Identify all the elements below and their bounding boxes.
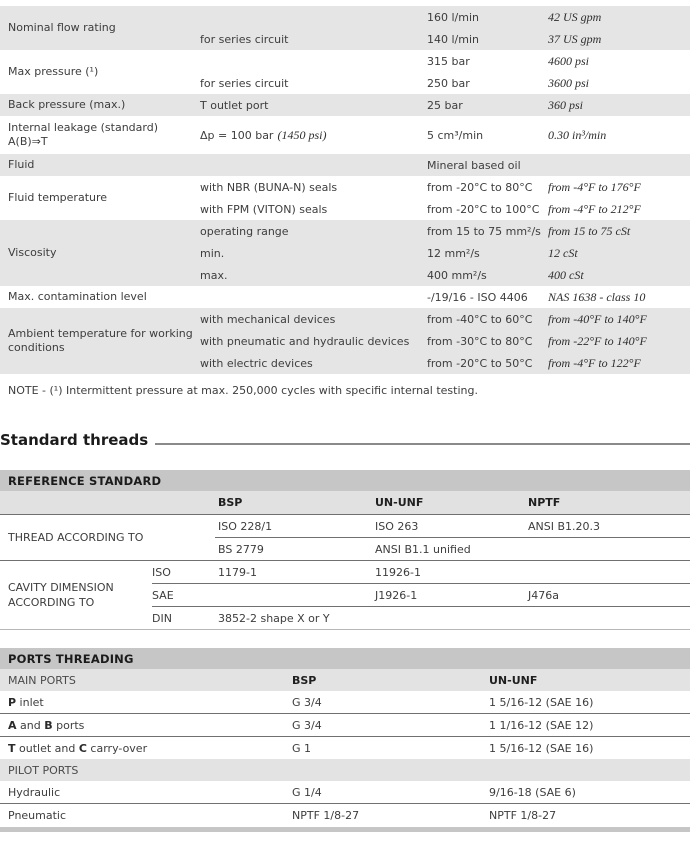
spec-group — [0, 116, 690, 154]
spec-row — [200, 94, 690, 116]
condition-text: for series circuit — [200, 32, 289, 46]
spec-row — [200, 308, 690, 330]
condition-text: with mechanical devices — [200, 312, 336, 326]
reference-standard-subheader — [0, 491, 690, 515]
spec-group-label — [0, 94, 200, 116]
port-label-segment: inlet — [16, 695, 44, 709]
spec-cell-metric: 12 mm²/s — [427, 246, 480, 260]
condition-text: with NBR (BUNA-N) seals — [200, 180, 338, 194]
port-label-segment: carry-over — [86, 741, 148, 755]
reference-standard-table — [0, 470, 690, 630]
spec-cell-imperial: 3600 psi — [548, 75, 590, 90]
port-cell-un-unf: NPTF 1/8-27 — [489, 808, 557, 822]
spec-group — [0, 6, 690, 50]
spec-group — [0, 94, 690, 116]
spec-group — [0, 308, 690, 374]
spec-cell-metric: from 15 to 75 mm²/s — [427, 224, 541, 238]
ports-threading-table — [0, 648, 690, 826]
column-header-un-unf: UN-UNF — [375, 496, 424, 509]
condition-text: min. — [200, 246, 225, 260]
spec-row — [200, 286, 690, 308]
spec-group-label — [0, 6, 200, 50]
spec-group-label — [0, 176, 200, 220]
spec-cell-imperial: from -4°F to 122°F — [548, 355, 641, 370]
condition-text: T outlet port — [200, 98, 269, 112]
spec-row — [200, 154, 690, 176]
spec-table — [0, 6, 690, 374]
spec-cell-condition — [200, 357, 427, 370]
port-row — [0, 736, 690, 759]
reference-section-label — [0, 515, 215, 560]
spec-group-label-text: Viscosity — [8, 246, 57, 259]
spec-group-label — [0, 220, 200, 286]
port-cell-bsp: NPTF 1/8-27 — [292, 808, 360, 822]
ports-group-header-label: MAIN PORTS — [8, 673, 76, 687]
port-cell-bsp: G 3/4 — [292, 695, 322, 709]
spec-cell-condition — [200, 77, 427, 90]
spec-cell-condition — [200, 269, 427, 282]
spec-cell-metric: 400 mm²/s — [427, 268, 487, 282]
spec-cell-imperial: 37 US gpm — [548, 31, 602, 46]
port-cell-bsp: G 1/4 — [292, 785, 322, 799]
port-label-segment: P — [8, 695, 17, 709]
port-cell-un-unf: 1 5/16-12 (SAE 16) — [489, 741, 594, 755]
spec-cell-metric: from -20°C to 80°C — [427, 180, 533, 194]
spec-group — [0, 176, 690, 220]
spec-cell-metric: from -40°C to 60°C — [427, 312, 533, 326]
spec-group-label-text: Max. contamination level — [8, 290, 147, 303]
partial-next-section-bar — [0, 827, 690, 832]
port-cell-un-unf: 1 1/16-12 (SAE 12) — [489, 718, 594, 732]
spec-group-label-text: Fluid temperature — [8, 191, 108, 204]
reference-section-label-text: THREAD ACCORDING TO — [8, 531, 144, 544]
spec-cell-imperial: 360 psi — [548, 97, 584, 112]
reference-section-rows — [215, 515, 690, 560]
spec-group-rows — [200, 176, 690, 220]
reference-row — [152, 561, 690, 583]
condition-text: Δp = 100 bar — [200, 128, 274, 142]
spec-group-rows — [200, 220, 690, 286]
spec-group — [0, 154, 690, 176]
spec-cell-condition — [200, 33, 427, 46]
port-label-segment: outlet and — [15, 741, 79, 755]
spec-cell-condition — [200, 313, 427, 326]
spec-cell-metric: Mineral based oil — [427, 158, 521, 172]
condition-text: with FPM (VITON) seals — [200, 202, 328, 216]
reference-cell-standard: DIN — [152, 611, 172, 625]
port-label-segment: and — [16, 718, 45, 732]
spec-cell-metric: 160 l/min — [427, 10, 479, 24]
ports-column-header-un-unf: UN-UNF — [489, 673, 538, 687]
condition-text: for series circuit — [200, 76, 289, 90]
spec-row — [200, 264, 690, 286]
reference-cell-un-unf: ISO 263 — [375, 519, 419, 533]
port-row — [0, 691, 690, 713]
port-cell-bsp: G 1 — [292, 741, 312, 755]
condition-text: max. — [200, 268, 228, 282]
spec-cell-metric: from -20°C to 100°C — [427, 202, 540, 216]
reference-row — [152, 606, 690, 629]
reference-standard-title: REFERENCE STANDARD — [0, 470, 690, 491]
spec-group-label-text: Ambient temperature for working conditions — [8, 327, 193, 354]
spec-row — [200, 72, 690, 94]
reference-section — [0, 515, 690, 560]
spec-group-label-text: Nominal flow rating — [8, 21, 116, 34]
condition-text: operating range — [200, 224, 289, 238]
spec-cell-imperial: from -4°F to 176°F — [548, 179, 641, 194]
reference-cell-bsp: 1179-1 — [218, 565, 257, 579]
spec-cell-metric: from -30°C to 80°C — [427, 334, 533, 348]
spec-cell-condition — [200, 247, 427, 260]
port-label-segment: C — [78, 741, 87, 755]
condition-note-italic: (1450 psi) — [277, 127, 327, 142]
spec-cell-imperial: 12 cSt — [548, 245, 578, 260]
spec-row — [200, 116, 690, 154]
spec-cell-imperial: NAS 1638 - class 10 — [548, 289, 646, 304]
spec-cell-imperial: from -4°F to 212°F — [548, 201, 641, 216]
port-cell-un-unf: 9/16-18 (SAE 6) — [489, 785, 576, 799]
standard-threads-heading — [0, 431, 690, 449]
reference-section-label-text: CAVITY DIMENSION ACCORDING TO — [8, 581, 114, 609]
spec-cell-metric: 315 bar — [427, 54, 470, 68]
spec-group-label-text: Max pressure (¹) — [8, 65, 99, 78]
spec-group-label — [0, 308, 200, 374]
reference-cell-bsp: BS 2779 — [218, 542, 264, 556]
spec-group — [0, 220, 690, 286]
spec-group — [0, 50, 690, 94]
ports-threading-body — [0, 669, 690, 826]
spec-group-label — [0, 154, 200, 176]
port-cell-un-unf: 1 5/16-12 (SAE 16) — [489, 695, 594, 709]
port-label — [0, 786, 292, 799]
spec-cell-metric: from -20°C to 50°C — [427, 356, 533, 370]
port-label-segment: Hydraulic — [8, 785, 61, 799]
port-row — [0, 781, 690, 803]
reference-section-label — [0, 561, 152, 629]
reference-section — [0, 560, 690, 629]
spec-cell-condition — [200, 128, 427, 143]
reference-cell-un-unf: 11926-1 — [375, 565, 421, 579]
section-title: Standard threads — [0, 431, 149, 449]
column-header-nptf: NPTF — [528, 496, 561, 509]
spec-cell-imperial: 400 cSt — [548, 267, 584, 282]
reference-row — [215, 537, 690, 560]
spec-row — [200, 220, 690, 242]
port-label-segment: ports — [52, 718, 85, 732]
spec-cell-metric: 5 cm³/min — [427, 128, 484, 142]
spec-cell-imperial: 42 US gpm — [548, 9, 602, 24]
spec-row — [200, 50, 690, 72]
spec-cell-condition — [200, 181, 427, 194]
ports-column-header-bsp: BSP — [292, 673, 317, 687]
port-label-segment: B — [44, 718, 53, 732]
spec-group-label-text: Internal leakage (standard) — [8, 121, 158, 134]
reference-row — [152, 583, 690, 606]
port-label — [0, 809, 292, 822]
spec-group-rows — [200, 154, 690, 176]
spec-group-rows — [200, 6, 690, 50]
spec-row — [200, 352, 690, 374]
reference-cell-bsp: ISO 228/1 — [218, 519, 273, 533]
condition-text: with pneumatic and hydraulic devices — [200, 334, 410, 348]
spec-cell-imperial: 4600 psi — [548, 53, 590, 68]
column-header-bsp: BSP — [218, 496, 243, 509]
spec-row — [200, 28, 690, 50]
spec-row — [200, 6, 690, 28]
spec-group-rows — [200, 308, 690, 374]
spec-row — [200, 330, 690, 352]
spec-cell-condition — [200, 203, 427, 216]
spec-group-rows — [200, 116, 690, 154]
spec-cell-condition — [200, 335, 427, 348]
spec-cell-metric: 250 bar — [427, 76, 470, 90]
note-text: NOTE - (¹) Intermittent pressure at max. 250,000 cycles with specific internal testing. — [8, 384, 478, 397]
ports-group-header-row — [0, 759, 690, 781]
port-label — [0, 742, 292, 755]
spec-row — [200, 242, 690, 264]
reference-cell-un-unf: ANSI B1.1 unified — [375, 542, 471, 556]
condition-text: with electric devices — [200, 356, 313, 370]
ports-group-header-label: PILOT PORTS — [8, 763, 79, 777]
reference-cell-standard: SAE — [152, 588, 174, 602]
spec-row — [200, 176, 690, 198]
ports-threading-title: PORTS THREADING — [0, 648, 690, 669]
port-row — [0, 713, 690, 736]
spec-row — [200, 198, 690, 220]
port-label-segment: A — [8, 718, 17, 732]
port-label-segment: T — [8, 741, 16, 755]
spec-group-rows — [200, 94, 690, 116]
port-cell-bsp: G 3/4 — [292, 718, 322, 732]
spec-cell-imperial: from 15 to 75 cSt — [548, 223, 631, 238]
ports-group-header-row — [0, 669, 690, 691]
spec-cell-condition — [200, 225, 427, 238]
spec-cell-condition — [200, 99, 427, 112]
reference-cell-nptf: J476a — [528, 588, 559, 602]
spec-cell-metric: 140 l/min — [427, 32, 479, 46]
port-label — [0, 696, 292, 709]
spec-group — [0, 286, 690, 308]
reference-cell-nptf: ANSI B1.20.3 — [528, 519, 601, 533]
heading-rule — [155, 443, 690, 445]
port-label — [0, 719, 292, 732]
port-label-segment: Pneumatic — [8, 808, 67, 822]
reference-section-rows — [152, 561, 690, 629]
reference-standard-sections — [0, 515, 690, 629]
spec-group-label-text: Back pressure (max.) — [8, 98, 126, 111]
datasheet-page — [0, 6, 690, 832]
spec-group-label-text: Fluid — [8, 158, 35, 171]
spec-cell-metric: 25 bar — [427, 98, 463, 112]
spec-cell-metric: -/19/16 - ISO 4406 — [427, 290, 528, 304]
spec-cell-imperial: from -22°F to 140°F — [548, 333, 647, 348]
spec-cell-imperial: 0.30 in³/min — [548, 127, 607, 142]
spec-group-label-text-2: A(B)⇒T — [8, 135, 48, 148]
reference-cell-standard: ISO — [152, 565, 171, 579]
spec-group-label — [0, 286, 200, 308]
reference-cell-bsp: 3852-2 shape X or Y — [218, 611, 330, 625]
reference-row — [215, 515, 690, 537]
reference-cell-un-unf: J1926-1 — [375, 588, 418, 602]
spec-group-rows — [200, 286, 690, 308]
port-row — [0, 803, 690, 826]
spec-group-label — [0, 116, 200, 154]
spec-group-label — [0, 50, 200, 94]
spec-group-rows — [200, 50, 690, 94]
spec-cell-imperial: from -40°F to 140°F — [548, 311, 647, 326]
